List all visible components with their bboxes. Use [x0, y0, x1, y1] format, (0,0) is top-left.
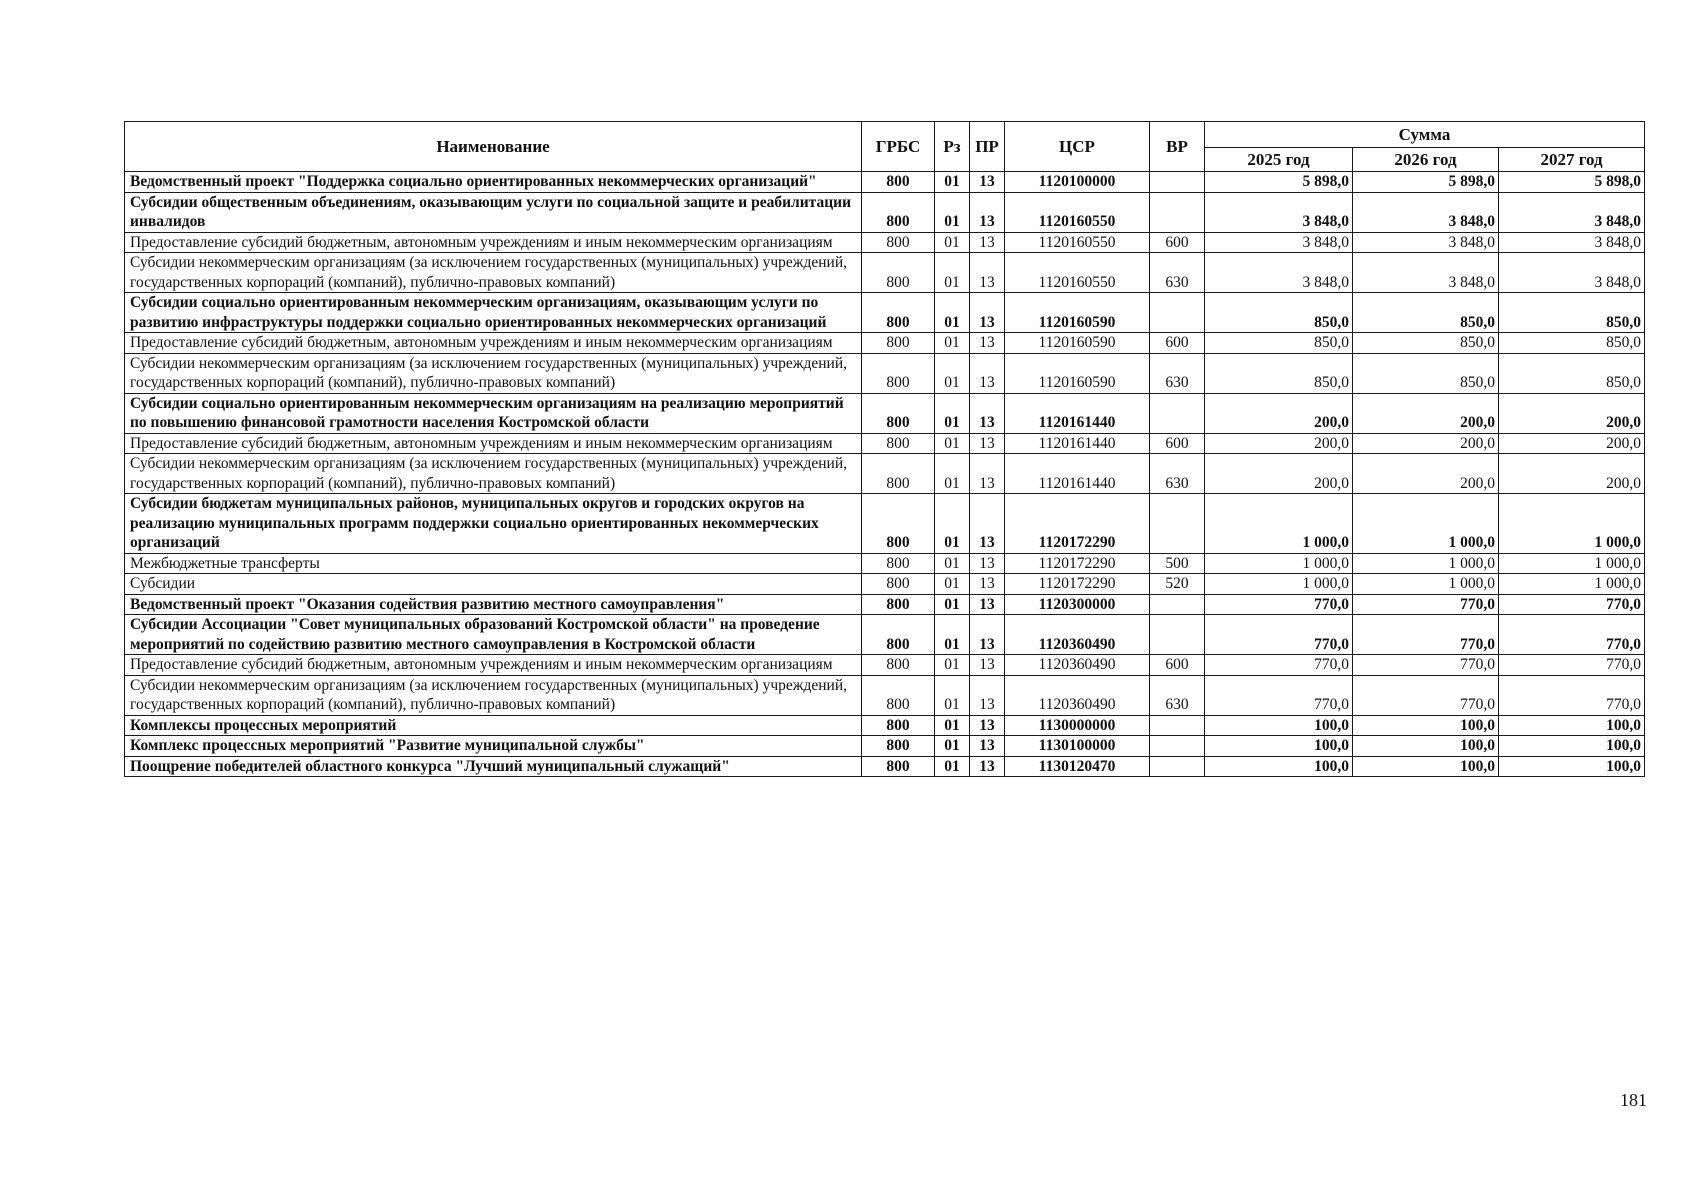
cell-grbs: 800 [862, 192, 935, 232]
cell-rz: 01 [935, 454, 970, 494]
cell-amount-2027: 200,0 [1499, 454, 1645, 494]
cell-amount-2026: 200,0 [1353, 433, 1499, 454]
cell-vr: 630 [1150, 454, 1205, 494]
cell-grbs: 800 [862, 494, 935, 554]
table-row [125, 433, 1645, 454]
cell-grbs: 800 [862, 253, 935, 293]
cell-rz: 01 [935, 293, 970, 333]
cell-amount-2025: 850,0 [1205, 293, 1353, 333]
cell-amount-2027: 1 000,0 [1499, 553, 1645, 574]
cell-rz: 01 [935, 333, 970, 354]
cell-vr: 600 [1150, 433, 1205, 454]
cell-csr: 1120160590 [1005, 353, 1150, 393]
cell-amount-2025: 1 000,0 [1205, 553, 1353, 574]
cell-name: Субсидии Ассоциации "Совет муниципальных образований Костромской области" на проведение мероприятий по содействию развитию местного самоуправления в Костромской области [125, 615, 862, 655]
cell-grbs: 800 [862, 232, 935, 253]
cell-grbs: 800 [862, 172, 935, 193]
cell-amount-2026: 3 848,0 [1353, 253, 1499, 293]
cell-grbs: 800 [862, 594, 935, 615]
table-row [125, 172, 1645, 193]
cell-amount-2027: 1 000,0 [1499, 574, 1645, 595]
cell-amount-2026: 850,0 [1353, 353, 1499, 393]
cell-amount-2025: 100,0 [1205, 756, 1353, 777]
cell-vr [1150, 615, 1205, 655]
cell-amount-2025: 770,0 [1205, 675, 1353, 715]
cell-vr [1150, 756, 1205, 777]
cell-vr [1150, 293, 1205, 333]
cell-pr: 13 [970, 172, 1005, 193]
cell-amount-2026: 1 000,0 [1353, 553, 1499, 574]
cell-amount-2027: 100,0 [1499, 736, 1645, 757]
cell-pr: 13 [970, 293, 1005, 333]
header-name: Наименование [125, 122, 862, 172]
cell-vr: 520 [1150, 574, 1205, 595]
cell-vr: 600 [1150, 333, 1205, 354]
cell-vr: 630 [1150, 253, 1205, 293]
cell-csr: 1120160550 [1005, 253, 1150, 293]
cell-amount-2027: 850,0 [1499, 333, 1645, 354]
cell-name: Комплексы процессных мероприятий [125, 715, 862, 736]
cell-csr: 1120360490 [1005, 675, 1150, 715]
cell-csr: 1120172290 [1005, 494, 1150, 554]
cell-grbs: 800 [862, 454, 935, 494]
cell-amount-2026: 200,0 [1353, 393, 1499, 433]
cell-vr: 630 [1150, 353, 1205, 393]
cell-amount-2027: 770,0 [1499, 655, 1645, 676]
cell-amount-2027: 100,0 [1499, 715, 1645, 736]
cell-amount-2026: 3 848,0 [1353, 232, 1499, 253]
cell-grbs: 800 [862, 715, 935, 736]
cell-csr: 1120172290 [1005, 574, 1150, 595]
cell-amount-2027: 850,0 [1499, 353, 1645, 393]
cell-vr [1150, 172, 1205, 193]
cell-amount-2027: 200,0 [1499, 393, 1645, 433]
cell-vr [1150, 736, 1205, 757]
cell-amount-2025: 850,0 [1205, 333, 1353, 354]
header-sum: Сумма [1205, 122, 1645, 148]
cell-rz: 01 [935, 192, 970, 232]
table-row [125, 253, 1645, 293]
table-row [125, 715, 1645, 736]
table-row [125, 756, 1645, 777]
cell-csr: 1120160590 [1005, 293, 1150, 333]
cell-amount-2026: 100,0 [1353, 756, 1499, 777]
table-row [125, 293, 1645, 333]
cell-rz: 01 [935, 675, 970, 715]
cell-pr: 13 [970, 454, 1005, 494]
table-row [125, 736, 1645, 757]
table-row [125, 594, 1645, 615]
table-row [125, 192, 1645, 232]
cell-name: Субсидии некоммерческим организациям (за исключением государственных (муниципальных) учреждений, государственных корпораций (компаний), публично-правовых компаний) [125, 253, 862, 293]
cell-rz: 01 [935, 655, 970, 676]
cell-name: Предоставление субсидий бюджетным, автономным учреждениям и иным некоммерческим организациям [125, 655, 862, 676]
cell-amount-2025: 770,0 [1205, 655, 1353, 676]
cell-csr: 1120161440 [1005, 454, 1150, 494]
table-row [125, 333, 1645, 354]
cell-grbs: 800 [862, 333, 935, 354]
cell-name: Межбюджетные трансферты [125, 553, 862, 574]
cell-name: Субсидии социально ориентированным некоммерческим организациям, оказывающим услуги по развитию инфраструктуры поддержки социально ориентированных некоммерческих организаций [125, 293, 862, 333]
table-row [125, 232, 1645, 253]
cell-name: Субсидии социально ориентированным некоммерческим организациям на реализацию мероприятий по повышению финансовой грамотности населения Костромской области [125, 393, 862, 433]
cell-amount-2026: 100,0 [1353, 736, 1499, 757]
cell-amount-2027: 770,0 [1499, 615, 1645, 655]
cell-name: Субсидии некоммерческим организациям (за исключением государственных (муниципальных) учреждений, государственных корпораций (компаний), публично-правовых компаний) [125, 675, 862, 715]
cell-csr: 1120300000 [1005, 594, 1150, 615]
cell-name: Субсидии [125, 574, 862, 595]
cell-amount-2027: 3 848,0 [1499, 253, 1645, 293]
cell-pr: 13 [970, 192, 1005, 232]
cell-pr: 13 [970, 232, 1005, 253]
cell-grbs: 800 [862, 353, 935, 393]
cell-rz: 01 [935, 232, 970, 253]
cell-grbs: 800 [862, 736, 935, 757]
cell-rz: 01 [935, 736, 970, 757]
header-csr: ЦСР [1005, 122, 1150, 172]
cell-rz: 01 [935, 393, 970, 433]
cell-csr: 1120160590 [1005, 333, 1150, 354]
cell-grbs: 800 [862, 574, 935, 595]
cell-pr: 13 [970, 433, 1005, 454]
cell-vr [1150, 192, 1205, 232]
cell-csr: 1130120470 [1005, 756, 1150, 777]
cell-vr [1150, 393, 1205, 433]
cell-vr [1150, 594, 1205, 615]
cell-grbs: 800 [862, 433, 935, 454]
cell-amount-2026: 850,0 [1353, 293, 1499, 333]
table-row [125, 454, 1645, 494]
cell-rz: 01 [935, 494, 970, 554]
cell-pr: 13 [970, 353, 1005, 393]
cell-amount-2026: 5 898,0 [1353, 172, 1499, 193]
cell-amount-2026: 770,0 [1353, 615, 1499, 655]
cell-rz: 01 [935, 756, 970, 777]
cell-grbs: 800 [862, 756, 935, 777]
cell-amount-2025: 100,0 [1205, 736, 1353, 757]
cell-amount-2025: 3 848,0 [1205, 253, 1353, 293]
cell-rz: 01 [935, 253, 970, 293]
cell-amount-2025: 770,0 [1205, 615, 1353, 655]
header-rz: Рз [935, 122, 970, 172]
cell-amount-2027: 770,0 [1499, 594, 1645, 615]
header-vr: ВР [1150, 122, 1205, 172]
cell-name: Субсидии некоммерческим организациям (за исключением государственных (муниципальных) учреждений, государственных корпораций (компаний), публично-правовых компаний) [125, 353, 862, 393]
cell-amount-2026: 1 000,0 [1353, 494, 1499, 554]
cell-amount-2027: 770,0 [1499, 675, 1645, 715]
cell-amount-2025: 770,0 [1205, 594, 1353, 615]
cell-name: Поощрение победителей областного конкурса "Лучший муниципальный служащий" [125, 756, 862, 777]
cell-csr: 1120360490 [1005, 655, 1150, 676]
cell-rz: 01 [935, 433, 970, 454]
cell-pr: 13 [970, 655, 1005, 676]
header-year-2025: 2025 год [1205, 148, 1353, 172]
table-body [125, 172, 1645, 777]
cell-amount-2026: 100,0 [1353, 715, 1499, 736]
cell-name: Ведомственный проект "Оказания содействия развитию местного самоуправления" [125, 594, 862, 615]
cell-rz: 01 [935, 594, 970, 615]
budget-table [124, 121, 1645, 777]
cell-amount-2026: 770,0 [1353, 675, 1499, 715]
header-grbs: ГРБС [862, 122, 935, 172]
cell-amount-2025: 1 000,0 [1205, 494, 1353, 554]
cell-amount-2025: 3 848,0 [1205, 232, 1353, 253]
cell-name: Субсидии бюджетам муниципальных районов, муниципальных округов и городских округов на реализацию муниципальных программ поддержки социально ориентированных некоммерческих организаций [125, 494, 862, 554]
cell-amount-2025: 100,0 [1205, 715, 1353, 736]
cell-csr: 1120161440 [1005, 433, 1150, 454]
cell-grbs: 800 [862, 655, 935, 676]
cell-amount-2025: 200,0 [1205, 454, 1353, 494]
cell-csr: 1130000000 [1005, 715, 1150, 736]
cell-grbs: 800 [862, 675, 935, 715]
cell-pr: 13 [970, 393, 1005, 433]
cell-vr: 600 [1150, 655, 1205, 676]
cell-pr: 13 [970, 594, 1005, 615]
cell-rz: 01 [935, 574, 970, 595]
cell-vr [1150, 494, 1205, 554]
cell-name: Субсидии некоммерческим организациям (за исключением государственных (муниципальных) учреждений, государственных корпораций (компаний), публично-правовых компаний) [125, 454, 862, 494]
cell-csr: 1130100000 [1005, 736, 1150, 757]
cell-amount-2025: 200,0 [1205, 393, 1353, 433]
cell-pr: 13 [970, 253, 1005, 293]
cell-vr: 600 [1150, 232, 1205, 253]
cell-name: Комплекс процессных мероприятий "Развитие муниципальной службы" [125, 736, 862, 757]
cell-amount-2027: 200,0 [1499, 433, 1645, 454]
table-row [125, 655, 1645, 676]
table-row [125, 553, 1645, 574]
table-row [125, 353, 1645, 393]
cell-pr: 13 [970, 736, 1005, 757]
cell-amount-2027: 5 898,0 [1499, 172, 1645, 193]
cell-amount-2026: 770,0 [1353, 594, 1499, 615]
cell-name: Субсидии общественным объединениям, оказывающим услуги по социальной защите и реабилитации инвалидов [125, 192, 862, 232]
table-row [125, 675, 1645, 715]
cell-pr: 13 [970, 715, 1005, 736]
cell-amount-2025: 200,0 [1205, 433, 1353, 454]
cell-amount-2027: 3 848,0 [1499, 192, 1645, 232]
cell-grbs: 800 [862, 553, 935, 574]
cell-grbs: 800 [862, 393, 935, 433]
table-row [125, 615, 1645, 655]
cell-amount-2027: 1 000,0 [1499, 494, 1645, 554]
cell-rz: 01 [935, 353, 970, 393]
table-header [125, 122, 1645, 172]
cell-pr: 13 [970, 756, 1005, 777]
cell-csr: 1120161440 [1005, 393, 1150, 433]
table-row [125, 393, 1645, 433]
cell-csr: 1120160550 [1005, 232, 1150, 253]
cell-name: Предоставление субсидий бюджетным, автономным учреждениям и иным некоммерческим организациям [125, 232, 862, 253]
cell-name: Предоставление субсидий бюджетным, автономным учреждениям и иным некоммерческим организациям [125, 333, 862, 354]
cell-amount-2027: 850,0 [1499, 293, 1645, 333]
cell-amount-2026: 3 848,0 [1353, 192, 1499, 232]
cell-name: Ведомственный проект "Поддержка социально ориентированных некоммерческих организаций" [125, 172, 862, 193]
cell-pr: 13 [970, 494, 1005, 554]
cell-rz: 01 [935, 715, 970, 736]
cell-pr: 13 [970, 675, 1005, 715]
cell-grbs: 800 [862, 615, 935, 655]
cell-vr: 630 [1150, 675, 1205, 715]
cell-csr: 1120360490 [1005, 615, 1150, 655]
cell-pr: 13 [970, 553, 1005, 574]
cell-amount-2026: 1 000,0 [1353, 574, 1499, 595]
header-pr: ПР [970, 122, 1005, 172]
header-year-2027: 2027 год [1499, 148, 1645, 172]
cell-pr: 13 [970, 333, 1005, 354]
table-row [125, 574, 1645, 595]
cell-rz: 01 [935, 553, 970, 574]
cell-amount-2025: 3 848,0 [1205, 192, 1353, 232]
cell-vr [1150, 715, 1205, 736]
cell-amount-2026: 200,0 [1353, 454, 1499, 494]
cell-csr: 1120100000 [1005, 172, 1150, 193]
cell-pr: 13 [970, 615, 1005, 655]
cell-amount-2027: 3 848,0 [1499, 232, 1645, 253]
cell-amount-2026: 770,0 [1353, 655, 1499, 676]
cell-grbs: 800 [862, 293, 935, 333]
cell-name: Предоставление субсидий бюджетным, автономным учреждениям и иным некоммерческим организациям [125, 433, 862, 454]
cell-amount-2025: 850,0 [1205, 353, 1353, 393]
cell-pr: 13 [970, 574, 1005, 595]
cell-csr: 1120172290 [1005, 553, 1150, 574]
cell-amount-2027: 100,0 [1499, 756, 1645, 777]
cell-amount-2025: 1 000,0 [1205, 574, 1353, 595]
table-row [125, 494, 1645, 554]
cell-rz: 01 [935, 615, 970, 655]
cell-csr: 1120160550 [1005, 192, 1150, 232]
cell-vr: 500 [1150, 553, 1205, 574]
cell-rz: 01 [935, 172, 970, 193]
header-year-2026: 2026 год [1353, 148, 1499, 172]
page-number: 181 [1620, 1090, 1647, 1110]
cell-amount-2026: 850,0 [1353, 333, 1499, 354]
cell-amount-2025: 5 898,0 [1205, 172, 1353, 193]
